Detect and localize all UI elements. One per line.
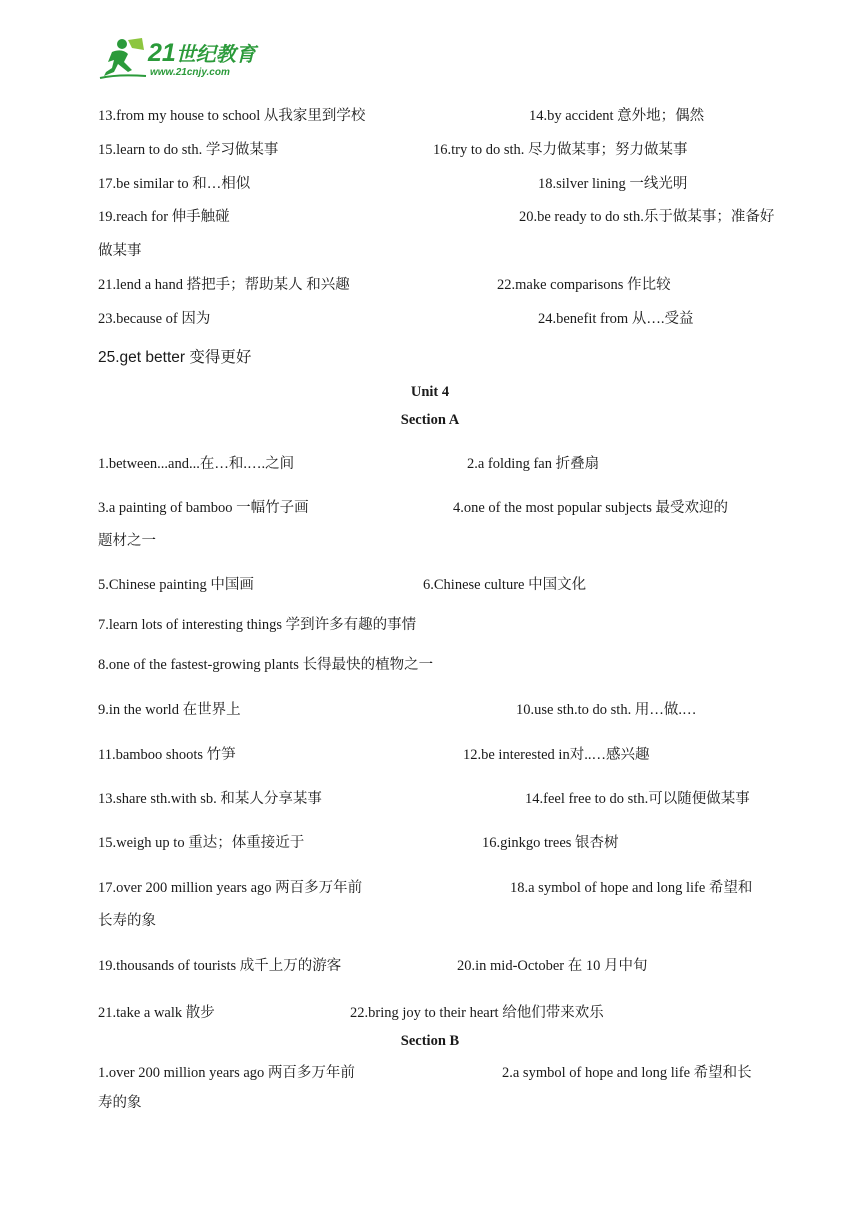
- phrase-line: 21.take a walk 散步: [98, 1005, 215, 1021]
- phrase-line: 15.learn to do sth. 学习做某事: [98, 142, 279, 158]
- phrase-line: 2.a folding fan 折叠扇: [467, 456, 600, 472]
- phrase-line: 1.between...and...在…和.….之间: [98, 456, 295, 472]
- phrase-line: 7.learn lots of interesting things 学到许多有趣的事情: [98, 617, 417, 633]
- phrase-line: 11.bamboo shoots 竹笋: [98, 747, 236, 763]
- phrase-line: 24.benefit from 从….受益: [538, 311, 694, 327]
- phrase-line: 题材之一: [98, 533, 156, 549]
- phrase-line: 22.bring joy to their heart 给他们带来欢乐: [350, 1005, 604, 1021]
- phrase-line: 13.share sth.with sb. 和某人分享某事: [98, 791, 322, 807]
- phrase-line: 做某事: [98, 243, 142, 259]
- phrase-line: 长寿的象: [98, 913, 156, 929]
- phrase-line: 13.from my house to school 从我家里到学校: [98, 108, 366, 124]
- logo-title: 21世纪教育: [148, 39, 256, 67]
- phrase-line: 17.over 200 million years ago 两百多万年前: [98, 880, 363, 896]
- phrase-line: 14.by accident 意外地；偶然: [529, 108, 705, 124]
- logo-21cnjy: [98, 36, 268, 82]
- logo-url: www.21cnjy.com: [150, 67, 230, 78]
- phrase-line: 17.be similar to 和…相似: [98, 176, 251, 192]
- phrase-line: 20.be ready to do sth.乐于做某事；准备好: [519, 209, 775, 225]
- phrase-line: 22.make comparisons 作比较: [497, 277, 671, 293]
- phrase-line: 19.thousands of tourists 成千上万的游客: [98, 958, 342, 974]
- section-b-heading: Section B: [400, 1033, 460, 1049]
- phrase-line: 23.because of 因为: [98, 311, 211, 327]
- phrase-line: 16.ginkgo trees 银杏树: [482, 835, 619, 851]
- phrase-line: 寿的象: [98, 1095, 142, 1111]
- phrase-line: 10.use sth.to do sth. 用…做.…: [516, 702, 697, 718]
- phrase-line: 3.a painting of bamboo 一幅竹子画: [98, 500, 309, 516]
- phrase-line: 18.a symbol of hope and long life 希望和: [510, 880, 753, 896]
- phrase-line: 9.in the world 在世界上: [98, 702, 241, 718]
- phrase-line: 18.silver lining 一线光明: [538, 176, 688, 192]
- phrase-line: 15.weigh up to 重达；体重接近于: [98, 835, 305, 851]
- phrase-line: 8.one of the fastest-growing plants 长得最快的植物之一: [98, 657, 434, 673]
- runner-logo-icon: [98, 36, 148, 82]
- phrase-line: 16.try to do sth. 尽力做某事；努力做某事: [433, 142, 688, 158]
- phrase-line: 12.be interested in对..…感兴趣: [463, 747, 650, 763]
- phrase-line: 2.a symbol of hope and long life 希望和长: [502, 1065, 752, 1081]
- phrase-line: 5.Chinese painting 中国画: [98, 577, 254, 593]
- phrase-line: 20.in mid-October 在 10 月中旬: [457, 958, 648, 974]
- phrase-line: 14.feel free to do sth.可以随便做某事: [525, 791, 750, 807]
- phrase-line: 21.lend a hand 搭把手；帮助某人 和兴趣: [98, 277, 350, 293]
- phrase-line-25: 25.get better 变得更好: [98, 349, 252, 366]
- phrase-line: 4.one of the most popular subjects 最受欢迎的: [453, 500, 729, 516]
- section-a-heading: Section A: [400, 412, 460, 428]
- unit-title: Unit 4: [410, 384, 450, 400]
- phrase-line: 1.over 200 million years ago 两百多万年前: [98, 1065, 355, 1081]
- phrase-line: 19.reach for 伸手触碰: [98, 209, 230, 225]
- phrase-line: 6.Chinese culture 中国文化: [423, 577, 587, 593]
